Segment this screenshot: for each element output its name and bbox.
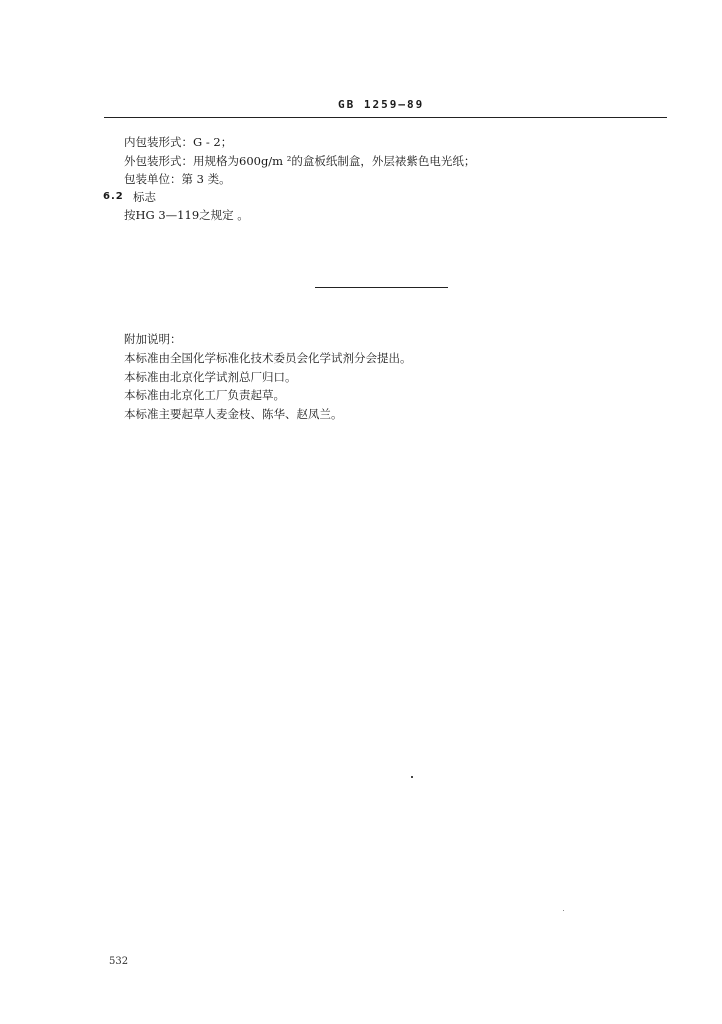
inner-packaging-line: 内包装形式：G - 2； [124, 135, 233, 149]
page-number: 532 [109, 956, 129, 967]
notes-heading: 附加说明： [124, 332, 182, 346]
section-number: 6.2 [103, 191, 124, 202]
standard-code: GB 1259—89 [338, 98, 425, 111]
outer-packaging-line: 外包装形式：用规格为600g/m ²的盒板纸制盒，外层裱紫色电光纸； [124, 154, 476, 168]
note-line: 本标准由全国化学标准化技术委员会化学试剂分会提出。 [124, 351, 412, 365]
section-divider [315, 287, 448, 288]
scan-speck [411, 776, 413, 778]
section-title: 标志 [133, 190, 156, 204]
note-line: 本标准主要起草人麦金枝、陈华、赵凤兰。 [124, 407, 343, 421]
scan-speck [563, 910, 564, 911]
note-line: 本标准由北京化学试剂总厂归口。 [124, 370, 297, 384]
note-line: 本标准由北京化工厂负责起草。 [124, 388, 285, 402]
section-text: 按HG 3—119之规定 。 [124, 208, 249, 222]
packaging-unit-line: 包装单位：第 3 类。 [124, 172, 231, 186]
header-rule [104, 117, 667, 118]
